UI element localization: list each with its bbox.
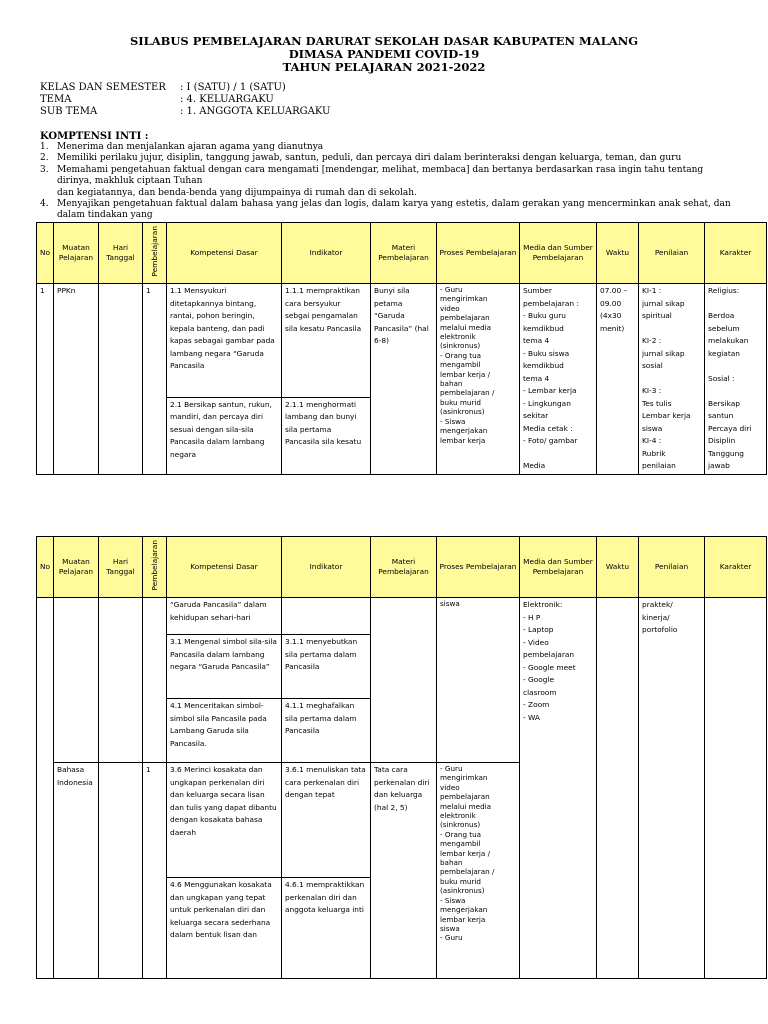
col-kd: Kompetensi Dasar	[167, 537, 282, 598]
meta-block	[40, 82, 330, 118]
col-indikator: Indikator	[282, 223, 371, 284]
cell-indikator: 2.1.1 menghormati lambang dan bunyi sila pertama Pancasila sila kesatu	[282, 397, 371, 474]
cell-kd: 4.1 Menceritakan simbol-simbol sila Pancasila pada Lambang Garuda sila Pancasila.	[167, 699, 282, 763]
cell-indikator: 1.1.1 mempraktikan cara bersyukur sebgai pengamalan sila kesatu Pancasila	[282, 284, 371, 398]
ki-heading: KOMPTENSI INTI :	[40, 131, 149, 142]
meta-row-subtema: SUB TEMA : 1. ANGGOTA KELUARGAKU	[40, 106, 331, 117]
col-materi: Materi Pembelajaran	[371, 223, 437, 284]
ki-item: 4. Menyajikan pengetahuan faktual dalam bahasa yang jelas dan logis, dalam karya yang estetis, dalam gerakan yang mencerminkan anak sehat, dan dalam tindakan yang	[40, 199, 731, 221]
cell-indikator: 3.1.1 menyebutkan sila pertama dalam Pancasila	[282, 635, 371, 699]
cell-hari	[99, 763, 143, 979]
header-row	[37, 537, 767, 598]
col-hari: Hari Tanggal	[99, 223, 143, 284]
cell-muatan	[54, 598, 99, 763]
cell-materi: Bunyi sila petama “Garuda Pancasila” (hal 6-8)	[371, 284, 437, 475]
table-row	[37, 598, 767, 635]
cell-materi	[371, 598, 437, 763]
ki-list	[40, 142, 740, 233]
cell-muatan: PPKn	[54, 284, 99, 475]
cell-kd: 3.1 Mengenal simbol sila-sila Pancasila dalam lambang negara “Garuda Pancasila”	[167, 635, 282, 699]
silabus-table-2	[36, 536, 767, 979]
col-penilaian: Penilaian	[639, 537, 705, 598]
col-muatan: Muatan Pelajaran	[54, 223, 99, 284]
cell-media: Elektronik: - H P - Laptop - Video pembelajaran - Google meet - Google clasroom - Zoom - WA	[520, 598, 597, 979]
cell-pembelajaran	[143, 598, 167, 763]
cell-indikator: 4.1.1 meghafalkan sila pertama dalam Pancasila	[282, 699, 371, 763]
col-muatan: Muatan Pelajaran	[54, 537, 99, 598]
meta-row-tema: TEMA : 4. KELUARGAKU	[40, 94, 274, 105]
cell-waktu: 07.00 – 09.00 (4x30 menit)	[597, 284, 639, 475]
col-hari: Hari Tanggal	[99, 537, 143, 598]
cell-penilaian: KI-1 : jurnal sikap spiritual KI-2 : jurnal sikap sosial KI-3 : Tes tulis Lembar kerja siswa KI-4 : Rubrik penilaian	[639, 284, 705, 475]
cell-pembelajaran: 1	[143, 763, 167, 979]
header-row	[37, 223, 767, 284]
ki-item: 2. Memiliki perilaku jujur, disiplin, tanggung jawab, santun, peduli, dan percaya diri dalam berinteraksi dengan keluarga, teman, dan guru	[40, 153, 682, 164]
cell-penilaian: praktek/ kinerja/ portofolio	[639, 598, 705, 979]
cell-materi: Tata cara perkenalan diri dan keluarga (hal 2, 5)	[371, 763, 437, 979]
col-indikator: Indikator	[282, 537, 371, 598]
col-karakter: Karakter	[705, 223, 767, 284]
cell-no: 1	[37, 284, 54, 475]
col-pembelajaran: Pembelajaran	[143, 223, 167, 284]
cell-indikator	[282, 598, 371, 635]
cell-media: Sumber pembelajaran : - Buku guru kemdikbud tema 4 - Buku siswa kemdikbud tema 4 - Lembar kerja - Lingkungan sekitar Media cetak : - Foto/ gambar Media	[520, 284, 597, 475]
doc-title-line3: TAHUN PELAJARAN 2021-2022	[282, 60, 486, 74]
ki-item: 1. Menerima dan menjalankan ajaran agama yang dianutnya	[40, 142, 324, 152]
cell-indikator: 4.6.1 mempraktikkan perkenalan diri dan anggota keluarga inti	[282, 878, 371, 979]
cell-waktu	[597, 598, 639, 979]
col-waktu: Waktu	[597, 537, 639, 598]
col-materi: Materi Pembelajaran	[371, 537, 437, 598]
cell-muatan: Bahasa Indonesia	[54, 763, 99, 979]
col-media: Media dan Sumber Pembelajaran	[520, 537, 597, 598]
cell-pembelajaran: 1	[143, 284, 167, 475]
col-media: Media dan Sumber Pembelajaran	[520, 223, 597, 284]
ki-item-cont: dan kegiatannya, dan benda-benda yang dijumpainya di rumah dan di sekolah.	[57, 187, 417, 198]
cell-hari	[99, 598, 143, 763]
silabus-table-1	[36, 222, 767, 475]
col-kd: Kompetensi Dasar	[167, 223, 282, 284]
ki-item: 3. Memahami pengetahuan faktual dengan cara mengamati [mendengar, melihat, membaca] dan bertanya berdasarkan rasa ingin tahu tentang dirinya, makhluk ciptaan Tuhan	[40, 164, 704, 187]
col-karakter: Karakter	[705, 537, 767, 598]
cell-proses: siswa	[437, 598, 520, 763]
cell-proses: - Guru mengirimkan video pembelajaran melalui media elektronik (sinkronus) - Orang tua mengambil lembar kerja / bahan pembelajaran / buku murid (asinkronus) - Siswa mengerjakan lembar kerja	[437, 284, 520, 475]
meta-row-kelas: KELAS DAN SEMESTER : I (SATU) / 1 (SATU)	[40, 82, 286, 93]
cell-hari	[99, 284, 143, 475]
cell-indikator: 3.6.1 menuliskan tata cara perkenalan diri dengan tepat	[282, 763, 371, 878]
cell-no	[37, 598, 54, 979]
cell-kd: 1.1 Mensyukuri ditetapkannya bintang, rantai, pohon beringin, kepala banteng, dan padi kapas sebagai gambar pada lambang negara “Garuda Pancasila	[167, 284, 282, 398]
col-no: No	[37, 223, 54, 284]
table-row	[37, 284, 767, 398]
col-penilaian: Penilaian	[639, 223, 705, 284]
col-proses: Proses Pembelajaran	[437, 223, 520, 284]
cell-kd: 3.6 Merinci kosakata dan ungkapan perkenalan diri dan keluarga secara lisan dan tulis yang dapat dibantu dengan kosakata bahasa daerah	[167, 763, 282, 878]
cell-kd: “Garuda Pancasila” dalam kehidupan sehari-hari	[167, 598, 282, 635]
cell-proses: - Guru mengirimkan video pembelajaran melalui media elektronik (sinkronus) - Orang tua mengambil lembar kerja / bahan pembelajaran / buku murid (asinkronus) - Siswa mengerjakan lembar kerja siswa - Guru	[437, 763, 520, 979]
col-pembelajaran: Pembelajaran	[143, 537, 167, 598]
col-proses: Proses Pembelajaran	[437, 537, 520, 598]
cell-karakter	[705, 598, 767, 979]
col-waktu: Waktu	[597, 223, 639, 284]
cell-kd: 2.1 Bersikap santun, rukun, mandiri, dan percaya diri sesuai dengan sila-sila Pancasila dalam lambang negara	[167, 397, 282, 474]
cell-kd: 4.6 Menggunakan kosakata dan ungkapan yang tepat untuk perkenalan diri dan keluarga secara sederhana dalam bentuk lisan dan	[167, 878, 282, 979]
doc-title-line2: DIMASA PANDEMI COVID-19	[288, 47, 480, 61]
cell-karakter: Religius: Berdoa sebelum melakukan kegiatan Sosial : Bersikap santun Percaya diri Disiplin Tanggung jawab	[705, 284, 767, 475]
col-no: No	[37, 537, 54, 598]
doc-title-line1: SILABUS PEMBELAJARAN DARURAT SEKOLAH DASAR KABUPATEN MALANG	[129, 34, 639, 48]
